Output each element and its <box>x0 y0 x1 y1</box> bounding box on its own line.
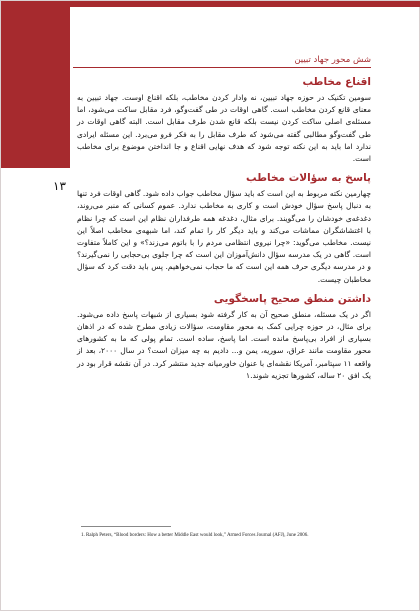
section-body: سومین تکنیک در حوزه جهاد تبیین، نه وادار کردن مخاطب، بلکه اقناع اوست. جهاد تبیین به معنای قانع کردن مخاطب است. گاهی اوقات در طی گفت‌وگو، فرد مقابل ساکت می‌شود، اما مسئله‌ی اصلی ساکت کردن نیست بلکه قانع شدن طرف مقابل است. البته گاهی اوقات در طی گفت‌وگو مطالبی گفته می‌شود که طرف مقابل را به فکر فرو می‌برد. این مسئله ایرادی ندارد اما باید به این نکته توجه شود که هدف نهایی اقناع و جا انداختن موضوع برای مخاطب است. <box>77 93 371 164</box>
main-content <box>77 75 371 388</box>
section-correct-logic <box>77 292 371 382</box>
page-number: ۱۳ <box>53 179 66 193</box>
section-heading: اقناع مخاطب <box>302 76 371 88</box>
top-color-band <box>70 1 420 7</box>
header-rule <box>73 67 371 68</box>
section-persuasion <box>77 75 371 165</box>
section-body: چهارمین نکته مربوط به این است که باید سؤال مخاطب جواب داده شود. گاهی اوقات فرد تنها به دنبال پاسخ سؤال خودش است و کاری به مخاطب ندارد. عموم کسانی که منبر می‌روند، دغدغه‌ی خودشان را می‌گویند. برای مثال، دغدغه همه طرفداران نظام این است که چرا نظام با اغتشاشگران مماشات می‌کند و باید دیگر کار را تمام کند، اما شبهه‌ی مخاطب اصلاً این نیست. مخاطب می‌گوید: «چرا نیروی انتظامی مردم را با باتوم می‌زند؟» و این کاملاً متفاوت است. گاهی در یک مدرسه سؤال دانش‌آموزان این است که چرا جلوی بی‌حجابی را نمی‌گیرند؟ و در مدرسه دیگری حرف همه این است که ما حجاب نمی‌خواهیم. پس باید دقت کرد که سؤال مخاطبان چیست. <box>77 189 371 284</box>
corner-color-block <box>1 1 70 168</box>
section-heading: پاسخ به سؤالات مخاطب <box>246 172 371 185</box>
section-body: اگر در یک مسئله، منطق صحیح آن به کار گرفته شود بسیاری از شبهات پاسخ داده می‌شود. برای مثال، در حوزه چرایی کمک به محور مقاومت، سؤالات زیادی مطرح شده که در اذهان بسیاری از افراد بی‌پاسخ مانده است. اما پاسخ، ساده است. تمام پولی که ما به کشورهای محور مقاومت مانند عراق، سوریه، یمن و... دادیم به چه میزان است؟ در سال ۲۰۰۰، بعد از واقعه ۱۱ سپتامبر، آمریکا نقشه‌ای با عنوان خاورمیانه جدید منتشر کرد. در آن نقشه قرار بود در یک افق ۲۰ ساله، کشورها تجزیه شوند.۱ <box>77 309 372 380</box>
section-heading: داشتن منطق صحیح پاسخگویی <box>213 292 371 305</box>
section-answering-questions <box>77 171 371 286</box>
running-header: شش محور جهاد تبیین <box>294 55 371 65</box>
footnote-rule <box>81 526 171 527</box>
footnote: 1. Ralph Peters, “Blood borders: How a better Middle East would look,” Armed Forces Journal (AFJ), June 2006. <box>81 533 309 538</box>
